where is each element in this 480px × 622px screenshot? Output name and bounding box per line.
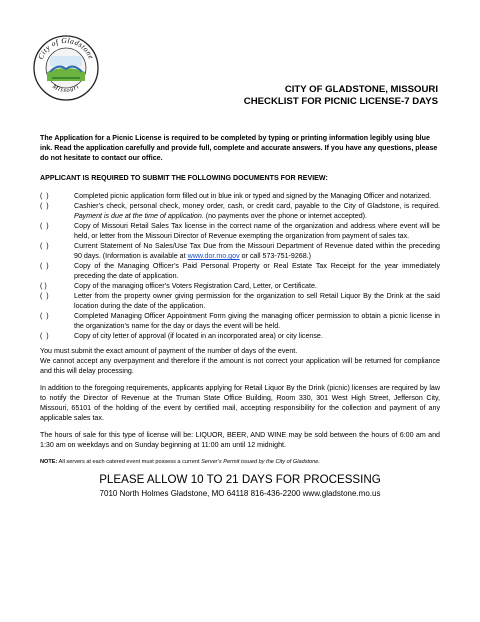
checkbox-marker: ( ) (40, 332, 49, 340)
checklist-item (40, 291, 440, 311)
servers-note: NOTE: All servers at each catered event must possess a current Server’s Permit issued by the City of Gladstone. (40, 459, 320, 465)
overpayment-paragraph: We cannot accept any overpayment and therefore if the amount is not correct your application will be returned for compliance and this will delay processing. (40, 357, 440, 375)
checklist-item-text: Letter from the property owner giving permission for the organization to sell Retail Liquor By the Drink at the said location during the date of the application. (74, 292, 440, 310)
checklist-item (40, 281, 440, 291)
processing-time-notice: PLEASE ALLOW 10 TO 21 DAYS FOR PROCESSING (99, 473, 381, 486)
liquor-requirements-paragraph: In addition to the foregoing requirements, applicants applying for Retail Liquor By the Drink (picnic) licenses are required by law to notify the Director of Revenue at the Truman State Office Building, Room 330, 301 West High Street, Jefferson City, Missouri, 65101 of the holding of the event by certified mail, accepting responsibility for the collection and payment of any applicable sales tax. (40, 384, 440, 422)
checklist-item-text: Copy of the Managing Officer’s Paid Personal Property or Real Estate Tax Receipt for the year immediately preceding the date of application. (74, 262, 440, 280)
checklist-item-text: Copy of the managing officer’s Voters Registration Card, Letter, or Certificate. (74, 282, 317, 290)
requirements-heading: APPLICANT IS REQUIRED TO SUBMIT THE FOLLOWING DOCUMENTS FOR REVIEW: (40, 174, 328, 182)
svg-text:City of Gladstone: City of Gladstone (35, 35, 97, 61)
checkbox-marker: ( ) (40, 262, 49, 270)
checklist-item (40, 221, 440, 241)
checklist (40, 191, 440, 341)
payment-due-note: Payment is due at the time of application. (74, 212, 204, 220)
dor-website-link[interactable]: www.dor.mo.gov (187, 252, 240, 260)
checklist-item-text: Current Statement of No Sales/Use Tax Due from the Missouri Department of Revenue dated within the preceding 90 days. (Information is available at www.dor.mo.gov or call 573-751-9268.) (74, 242, 440, 260)
checklist-item (40, 201, 440, 221)
checkbox-marker: ( ) (40, 312, 49, 320)
checklist-item (40, 331, 440, 341)
intro-paragraph: The Application for a Picnic License is required to be completed by typing or printing information legibly using blue ink. Read the application carefully and provide full, complete and accurate answers. If you have any questions, please do not hesitate to contact our office. (40, 134, 438, 162)
checklist-item (40, 191, 440, 201)
checkbox-marker: ( ) (40, 282, 47, 290)
checkbox-marker: ( ) (40, 242, 49, 250)
checklist-item (40, 261, 440, 281)
checklist-item-text: Copy of city letter of approval (if located in an incorporated area) or city license. (74, 332, 323, 340)
city-address: 7010 North Holmes Gladstone, MO 64118 816-436-2200 www.gladstone.mo.us (99, 489, 381, 498)
checkbox-marker: ( ) (40, 292, 49, 300)
checklist-item-text: Completed Managing Officer Appointment Form giving the managing officer permission to obtain a picnic license in the organization’s name for the day or days the event will be held. (74, 312, 440, 330)
document-body (40, 133, 440, 499)
checklist-item-text: Cashier’s check, personal check, money order, cash, or credit card, payable to the City of Gladstone, is required. Payment is due at the time of application. (no payments over the phone or internet accepted). (74, 202, 440, 220)
checklist-item (40, 311, 440, 331)
checklist-item-text: Completed picnic application form filled out in blue ink or typed and signed by the Managing Officer and notarized. (74, 192, 432, 200)
checkbox-marker: ( ) (40, 222, 49, 230)
checklist-title: CHECKLIST FOR PICNIC LICENSE-7 DAYS (243, 96, 438, 107)
checklist-item (40, 241, 440, 261)
svg-text:Missouri: Missouri (51, 83, 81, 95)
city-seal-logo (32, 34, 100, 102)
checkbox-marker: ( ) (40, 192, 49, 200)
checklist-item-text: Copy of Missouri Retail Sales Tax license in the correct name of the organization and address where event will be held, or letter from the Missouri Director of Revenue exempting the organization from payment of sales tax. (74, 222, 440, 240)
hours-of-sale-paragraph: The hours of sale for this type of license will be: LIQUOR, BEER, AND WINE may be sold between the hours of 6:00 am and 1:30 am on weekdays and on Sunday beginning at 11:00 am until 12 midnight. (40, 431, 440, 449)
checkbox-marker: ( ) (40, 202, 49, 210)
city-title: CITY OF GLADSTONE, MISSOURI (284, 84, 438, 95)
document-title (140, 84, 438, 108)
exact-payment-paragraph: You must submit the exact amount of payment of the number of days of the event. (40, 347, 298, 355)
